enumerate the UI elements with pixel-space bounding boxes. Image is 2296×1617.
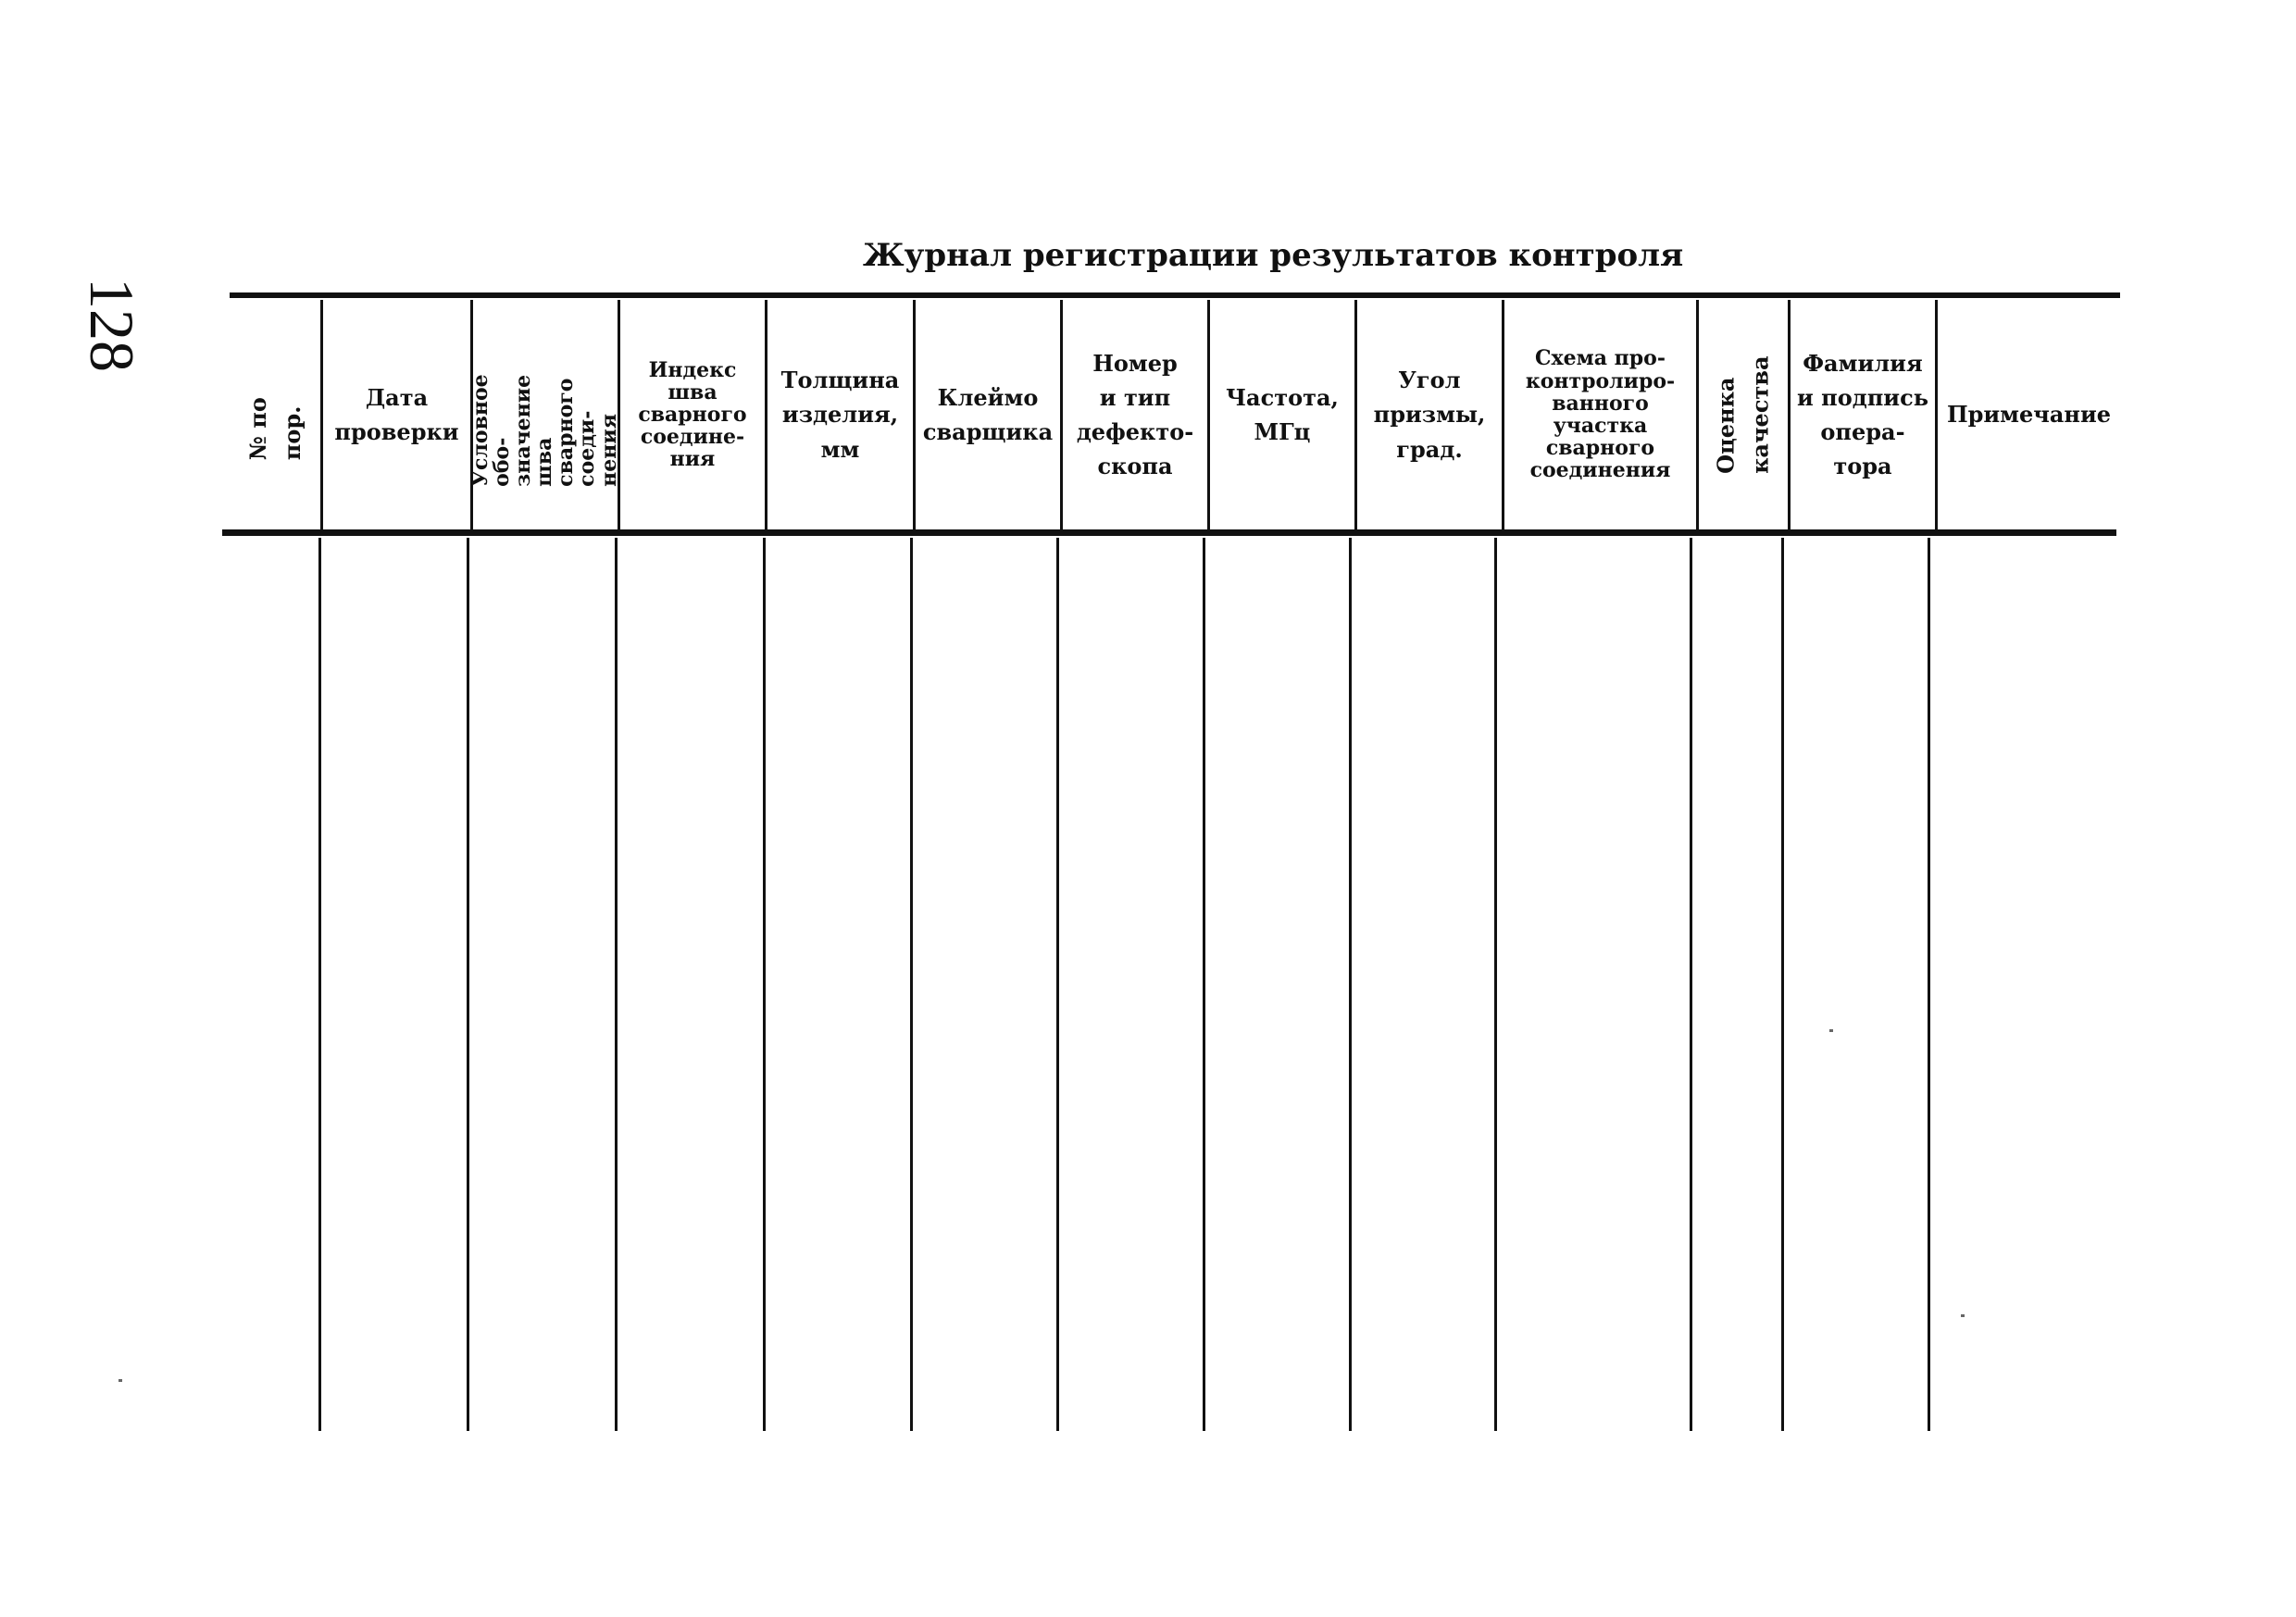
column-divider: [1494, 538, 1497, 1431]
column-header-label: Клеймо сварщика: [922, 383, 1054, 445]
column-divider: [318, 538, 321, 1431]
scan-speck: [119, 1379, 122, 1382]
column-header-quality: [1699, 300, 1788, 529]
journal-title: Журнал регистрации результатов контроля: [863, 237, 1684, 274]
column-divider: [1690, 538, 1692, 1431]
column-divider: [1928, 538, 1930, 1431]
column-divider: [615, 538, 618, 1431]
column-header-label: Толщина изделия, мм: [780, 367, 900, 463]
scan-speck: [1829, 1029, 1833, 1032]
column-header-label: Примечание: [1946, 401, 2112, 429]
column-header-flaw-detector: [1063, 300, 1207, 529]
column-header-label: Дата проверки: [334, 383, 459, 445]
column-header-note: [1938, 300, 2120, 529]
column-header-label: Условное обо- значение шва сварного соеди- нения: [468, 374, 621, 487]
scan-speck: [1961, 1314, 1965, 1317]
column-divider: [1056, 538, 1059, 1431]
column-divider: [467, 538, 469, 1431]
column-header-number: [230, 300, 320, 529]
column-header-label: Оценка качества: [1712, 355, 1775, 474]
column-header-weld-designation: [468, 300, 621, 529]
table-top-rule: [230, 292, 2120, 298]
column-header-operator: [1791, 300, 1935, 529]
column-header-label: Номер и тип дефекто- скопа: [1076, 349, 1194, 480]
column-header-weld-index: [620, 300, 765, 529]
column-header-scheme: [1504, 300, 1696, 529]
column-header-frequency: [1210, 300, 1354, 529]
column-header-prism-angle: [1357, 300, 1502, 529]
column-header-label: Частота, МГц: [1226, 383, 1339, 445]
column-divider: [1781, 538, 1784, 1431]
column-divider: [763, 538, 766, 1431]
column-divider: [910, 538, 913, 1431]
header-bottom-rule: [222, 529, 2116, 536]
page-number: 128: [77, 278, 147, 372]
column-header-label: Фамилия и подпись опера- тора: [1797, 349, 1928, 480]
column-header-welder-stamp: [916, 300, 1060, 529]
column-header-label: Схема про- контролиро- ванного участка сварного соединения: [1525, 346, 1676, 483]
column-header-label: Угол призмы, град.: [1373, 367, 1486, 463]
column-header-date: [323, 300, 470, 529]
column-header-thickness: [767, 300, 913, 529]
column-divider: [1349, 538, 1352, 1431]
column-header-label: Индекс шва сварного соедине- ния: [638, 357, 747, 472]
column-divider: [1203, 538, 1205, 1431]
column-header-label: № по пор.: [243, 396, 306, 460]
